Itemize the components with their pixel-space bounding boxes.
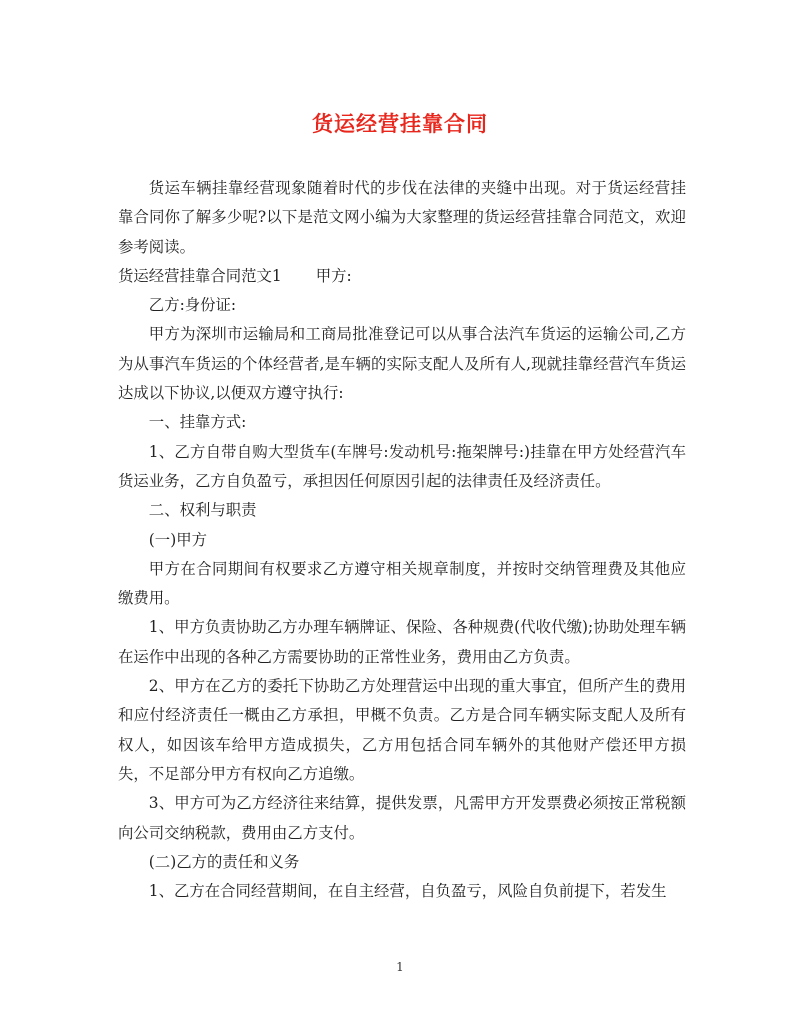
party-b-line: 乙方:身份证: bbox=[148, 296, 237, 315]
parties-paragraph: 甲方为深圳市运输局和工商局批准登记可以从事合法汽车货运的运输公司,乙方为从事汽车货运的个体经营者,是车辆的实际支配人及所有人,现就挂靠经营汽车货运达成以下协议,以便双方遵守执行: bbox=[118, 325, 686, 403]
section-heading-2: 二、权利与职责 bbox=[148, 501, 257, 520]
party-b-clause-1: 1、乙方在合同经营期间，在自主经营，自负盈亏，风险自负前提下，若发生 bbox=[148, 882, 667, 901]
document-body bbox=[118, 174, 686, 906]
party-a-rights-paragraph: 甲方在合同期间有权要求乙方遵守相关规章制度，并按时交纳管理费及其他应缴费用。 bbox=[118, 559, 686, 608]
sample-heading: 货运经营挂靠合同范文1 bbox=[118, 266, 282, 285]
party-a-clause-2: 2、甲方在乙方的委托下协助乙方处理营运中出现的重大事宜，但所产生的费用和应付经济责任一概由乙方承担，甲概不负责。乙方是合同车辆实际支配人及所有权人，如因该车给甲方造成损失，乙方用包括合同车辆外的其他财产偿还甲方损失，不足部分甲方有权向乙方追缴。 bbox=[118, 677, 686, 783]
party-a-clause-1: 1、甲方负责协助乙方办理车辆牌证、保险、各种规费(代收代缴);协助处理车辆在运作中出现的各种乙方需要协助的正常性业务，费用由乙方负责。 bbox=[118, 618, 686, 666]
clause-1-1: 1、乙方自带自购大型货车(车牌号:发动机号:拖架牌号:)挂靠在甲方处经营汽车货运业务，乙方自负盈亏，承担因任何原因引起的法律责任及经济责任。 bbox=[118, 442, 686, 490]
document-title: 货运经营挂靠合同 bbox=[312, 111, 488, 136]
page-number: 1 bbox=[396, 960, 404, 974]
section-heading-1: 一、挂靠方式: bbox=[148, 413, 247, 432]
party-a-label: 甲方: bbox=[315, 266, 352, 285]
sample-heading-line bbox=[118, 262, 686, 291]
subsection-party-b: (二)乙方的责任和义务 bbox=[148, 852, 300, 871]
party-a-clause-3: 3、甲方可为乙方经济往来结算，提供发票，凡需甲方开发票费必须按正常税额向公司交纳税款，费用由乙方支付。 bbox=[118, 794, 686, 842]
subsection-party-a: (一)甲方 bbox=[148, 530, 207, 549]
intro-paragraph: 货运车辆挂靠经营现象随着时代的步伐在法律的夹缝中出现。对于货运经营挂靠合同你了解多少呢?以下是范文网小编为大家整理的货运经营挂靠合同范文，欢迎参考阅读。 bbox=[118, 179, 686, 256]
